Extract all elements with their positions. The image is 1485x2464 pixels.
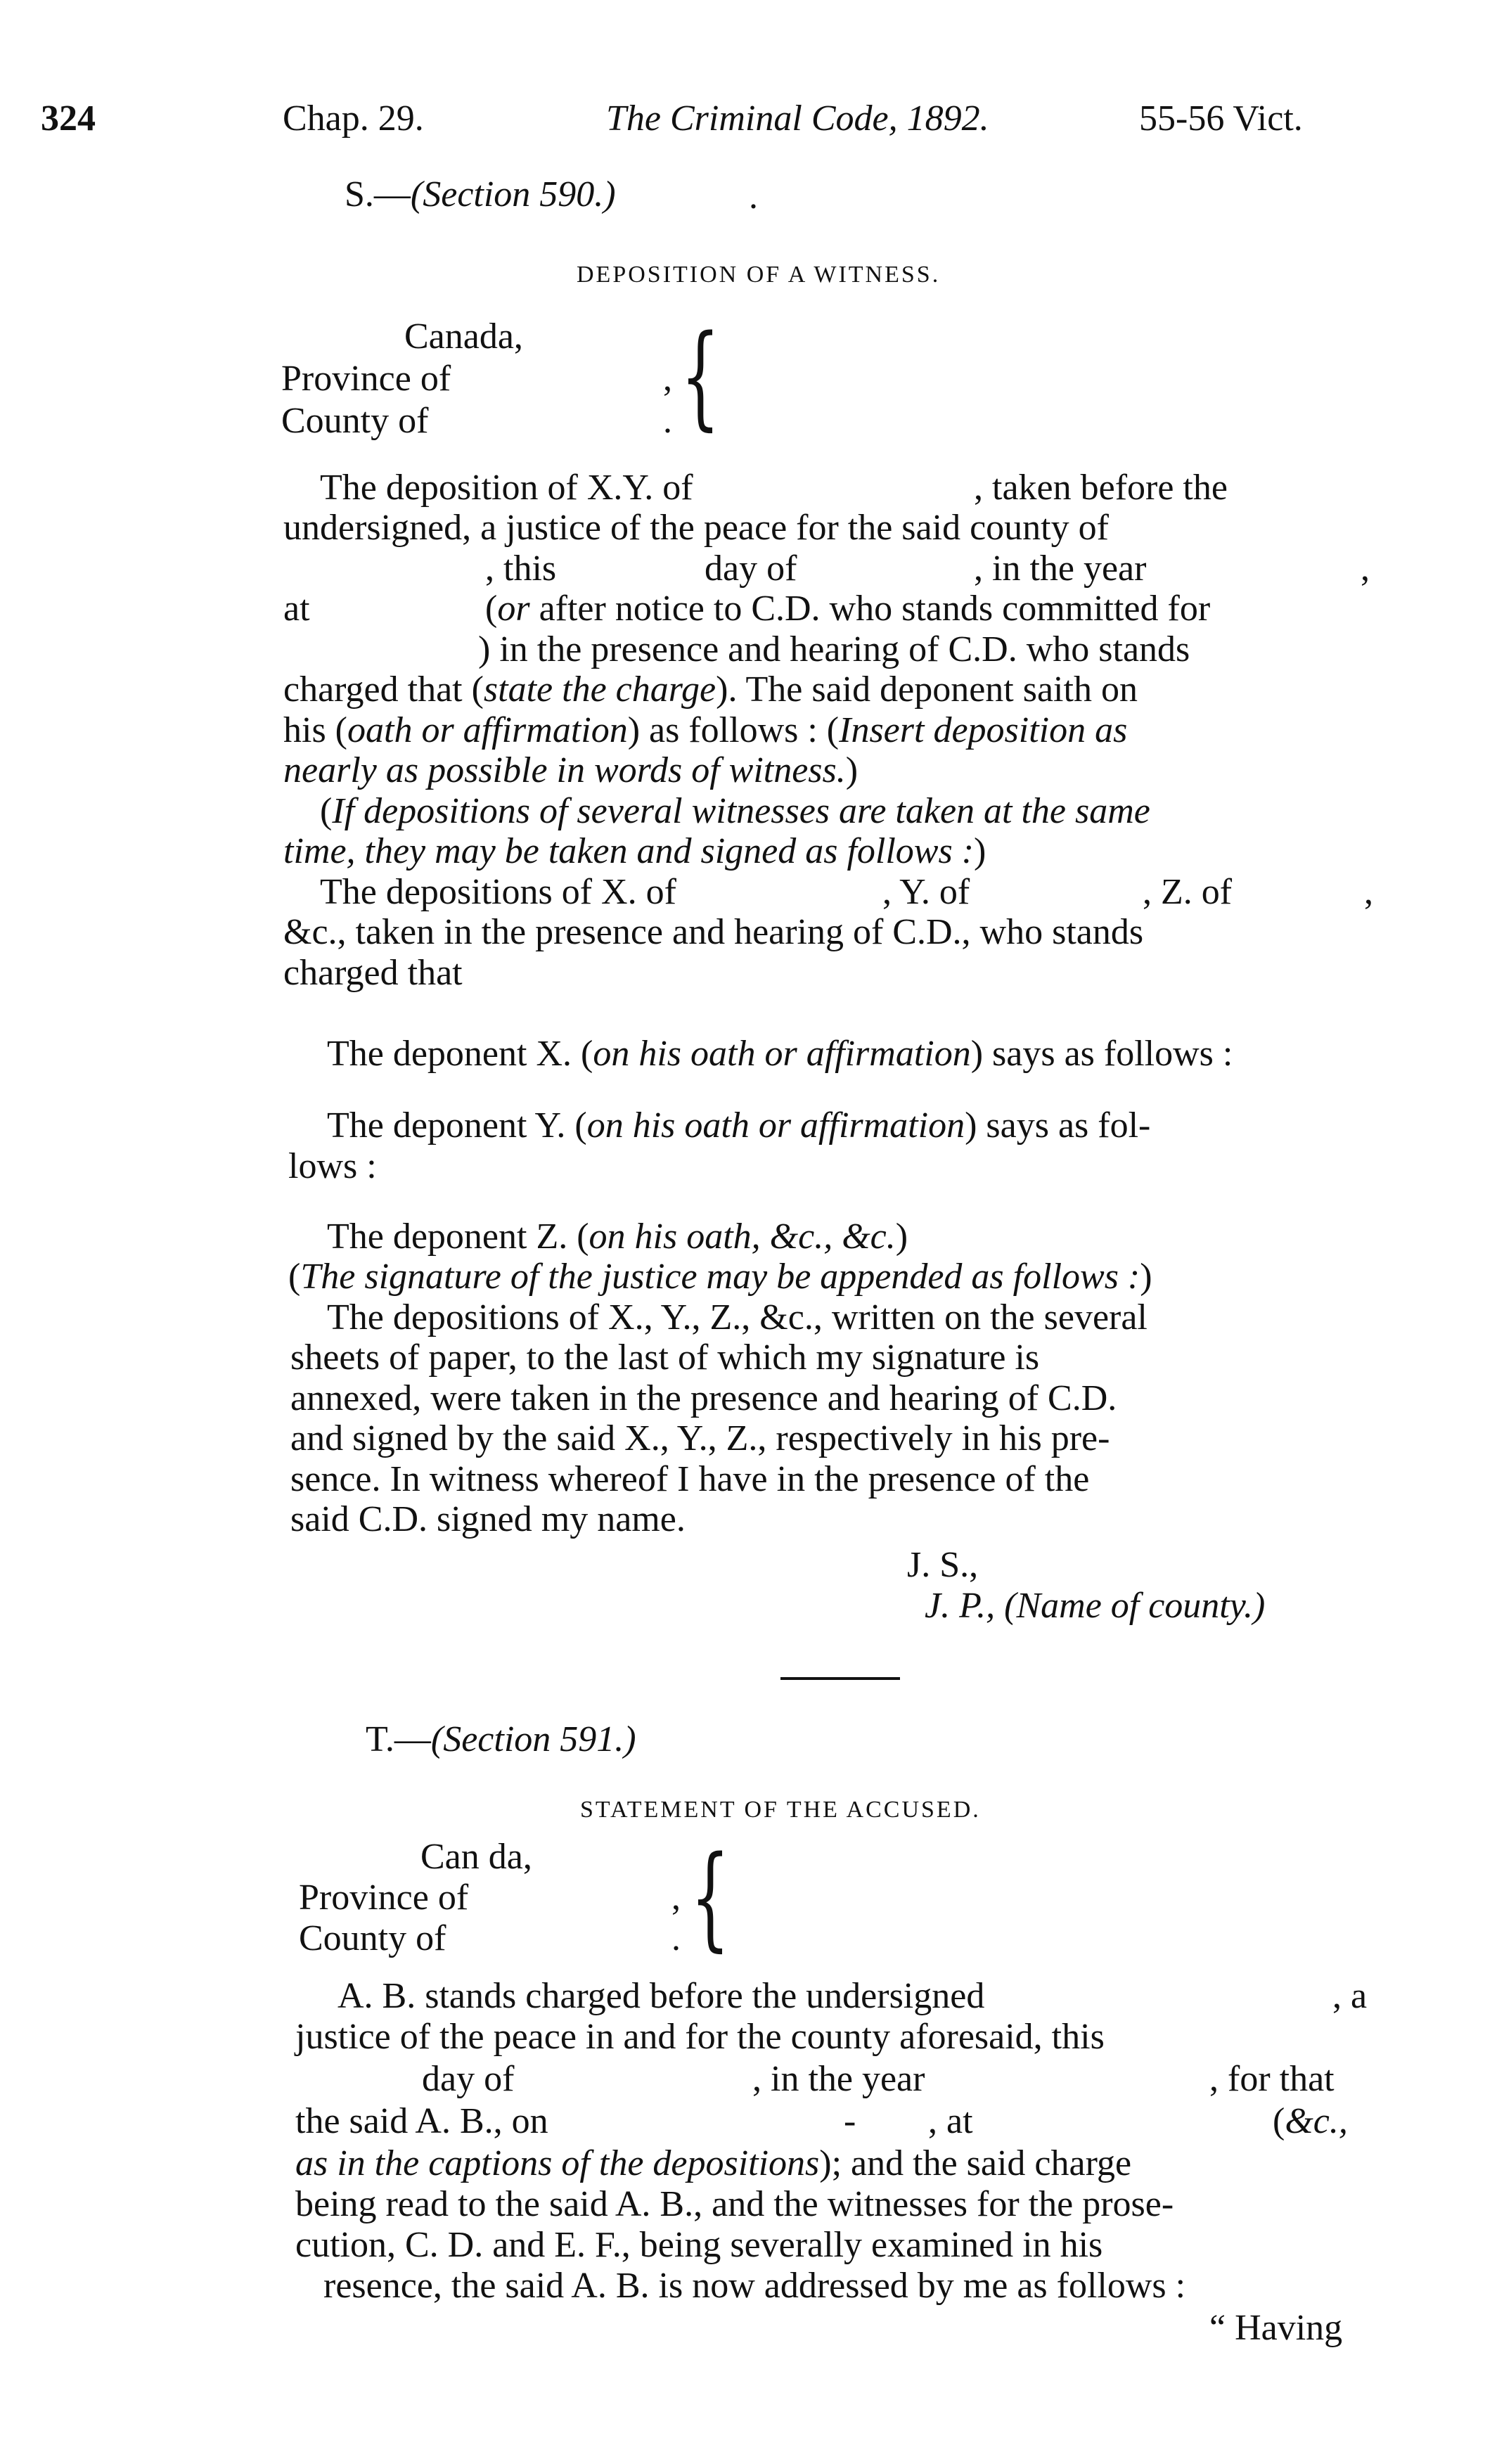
text-line: justice of the peace in and for the county aforesaid, this	[295, 2017, 1105, 2057]
text-line: A. B. stands charged before the undersigned	[338, 1976, 985, 2016]
catchword: “ Having	[1209, 2308, 1343, 2348]
signature-title: J. P., (Name of county.)	[925, 1586, 1266, 1626]
text-line: The deposition of X.Y. of	[320, 468, 693, 508]
text-line: resence, the said A. B. is now addressed by me as follows :	[323, 2266, 1186, 2306]
caption-line: Can da,	[420, 1837, 532, 1877]
text-line: his (oath or affirmation) as follows : (Insert deposition as	[283, 710, 1128, 750]
text-line: -	[844, 2101, 856, 2141]
running-title: The Criminal Code, 1892.	[606, 98, 989, 139]
caption-mark: .	[671, 1918, 681, 1958]
caption-mark: .	[663, 401, 672, 441]
text-line: , taken before the	[974, 468, 1228, 508]
text-line: nearly as possible in words of witness.)	[283, 750, 859, 790]
text-line: ,	[1361, 548, 1370, 589]
caption-line: Province of	[281, 359, 451, 399]
section-divider	[780, 1677, 900, 1680]
caption-line: Province of	[299, 1878, 469, 1918]
text-line: day of	[705, 548, 797, 589]
text-line: ,	[1364, 872, 1373, 912]
form-s-section: (Section 590.)	[410, 174, 616, 214]
text-line: as in the captions of the depositions); and the said charge	[295, 2143, 1132, 2183]
text-line: (&c.,	[1273, 2101, 1348, 2141]
text-line: ) in the presence and hearing of C.D. who stands	[478, 629, 1190, 669]
brace-glyph: {	[681, 310, 720, 442]
page-number: 324	[41, 98, 96, 139]
text-line: , in the year	[974, 548, 1147, 589]
text-line: (If depositions of several witnesses are taken at the same	[320, 791, 1150, 831]
text-line: , Y. of	[882, 872, 970, 912]
brace-glyph: {	[690, 1831, 730, 1963]
text-line: , a	[1332, 1976, 1368, 2016]
form-t-heading	[366, 1719, 636, 1760]
form-t-title: STATEMENT OF THE ACCUSED.	[580, 1797, 981, 1823]
text-line: sence. In witness whereof I have in the presence of the	[290, 1459, 1090, 1499]
text-line: day of	[422, 2059, 515, 2099]
text-line: (or after notice to C.D. who stands committed for	[485, 589, 1211, 629]
text-line: The depositions of X. of	[320, 872, 676, 912]
signature-name: J. S.,	[907, 1545, 979, 1585]
text-line: , at	[928, 2101, 973, 2141]
text-line: The deponent X. (on his oath or affirmation) says as follows :	[327, 1034, 1233, 1074]
form-s-title: DEPOSITION OF A WITNESS.	[577, 262, 941, 288]
text-line: charged that	[283, 953, 463, 993]
form-s-heading	[345, 174, 616, 215]
stray-mark: .	[749, 177, 758, 217]
text-line: &c., taken in the presence and hearing of C.D., who stands	[283, 912, 1144, 952]
text-line: lows :	[288, 1146, 377, 1186]
form-t-section: (Section 591.)	[430, 1719, 636, 1759]
text-line: the said A. B., on	[295, 2101, 548, 2141]
text-line: The deponent Z. (on his oath, &c., &c.)	[327, 1217, 908, 1257]
text-line: said C.D. signed my name.	[290, 1499, 686, 1539]
caption-mark: ,	[671, 1878, 681, 1918]
form-t-label: T.—	[366, 1719, 431, 1759]
text-line: undersigned, a justice of the peace for the said county of	[283, 508, 1109, 548]
caption-line: Canada,	[404, 316, 523, 357]
regnal-year: 55-56 Vict.	[1139, 98, 1303, 139]
chapter-heading: Chap. 29.	[283, 98, 424, 139]
text-line: annexed, were taken in the presence and hearing of C.D.	[290, 1378, 1117, 1418]
text-line: and signed by the said X., Y., Z., respectively in his pre-	[290, 1418, 1110, 1458]
text-line: , this	[485, 548, 557, 589]
text-line: , for that	[1209, 2059, 1335, 2099]
text-line: time, they may be taken and signed as follows :)	[283, 831, 986, 871]
text-line: , in the year	[752, 2059, 925, 2099]
form-s-label: S.—	[345, 174, 411, 214]
text-line: charged that (state the charge). The said deponent saith on	[283, 669, 1138, 710]
caption-line: County of	[281, 401, 429, 441]
text-line: sheets of paper, to the last of which my signature is	[290, 1337, 1040, 1378]
text-line: , Z. of	[1143, 872, 1233, 912]
caption-mark: ,	[663, 359, 672, 399]
text-line: The deponent Y. (on his oath or affirmation) says as fol-	[327, 1105, 1151, 1146]
caption-line: County of	[299, 1918, 446, 1958]
text-line: cution, C. D. and E. F., being severally examined in his	[295, 2225, 1103, 2265]
text-line: being read to the said A. B., and the witnesses for the prose-	[295, 2184, 1174, 2224]
text-line: at	[283, 589, 310, 629]
text-line: (The signature of the justice may be appended as follows :)	[288, 1257, 1152, 1297]
text-line: The depositions of X., Y., Z., &c., written on the several	[327, 1297, 1148, 1337]
